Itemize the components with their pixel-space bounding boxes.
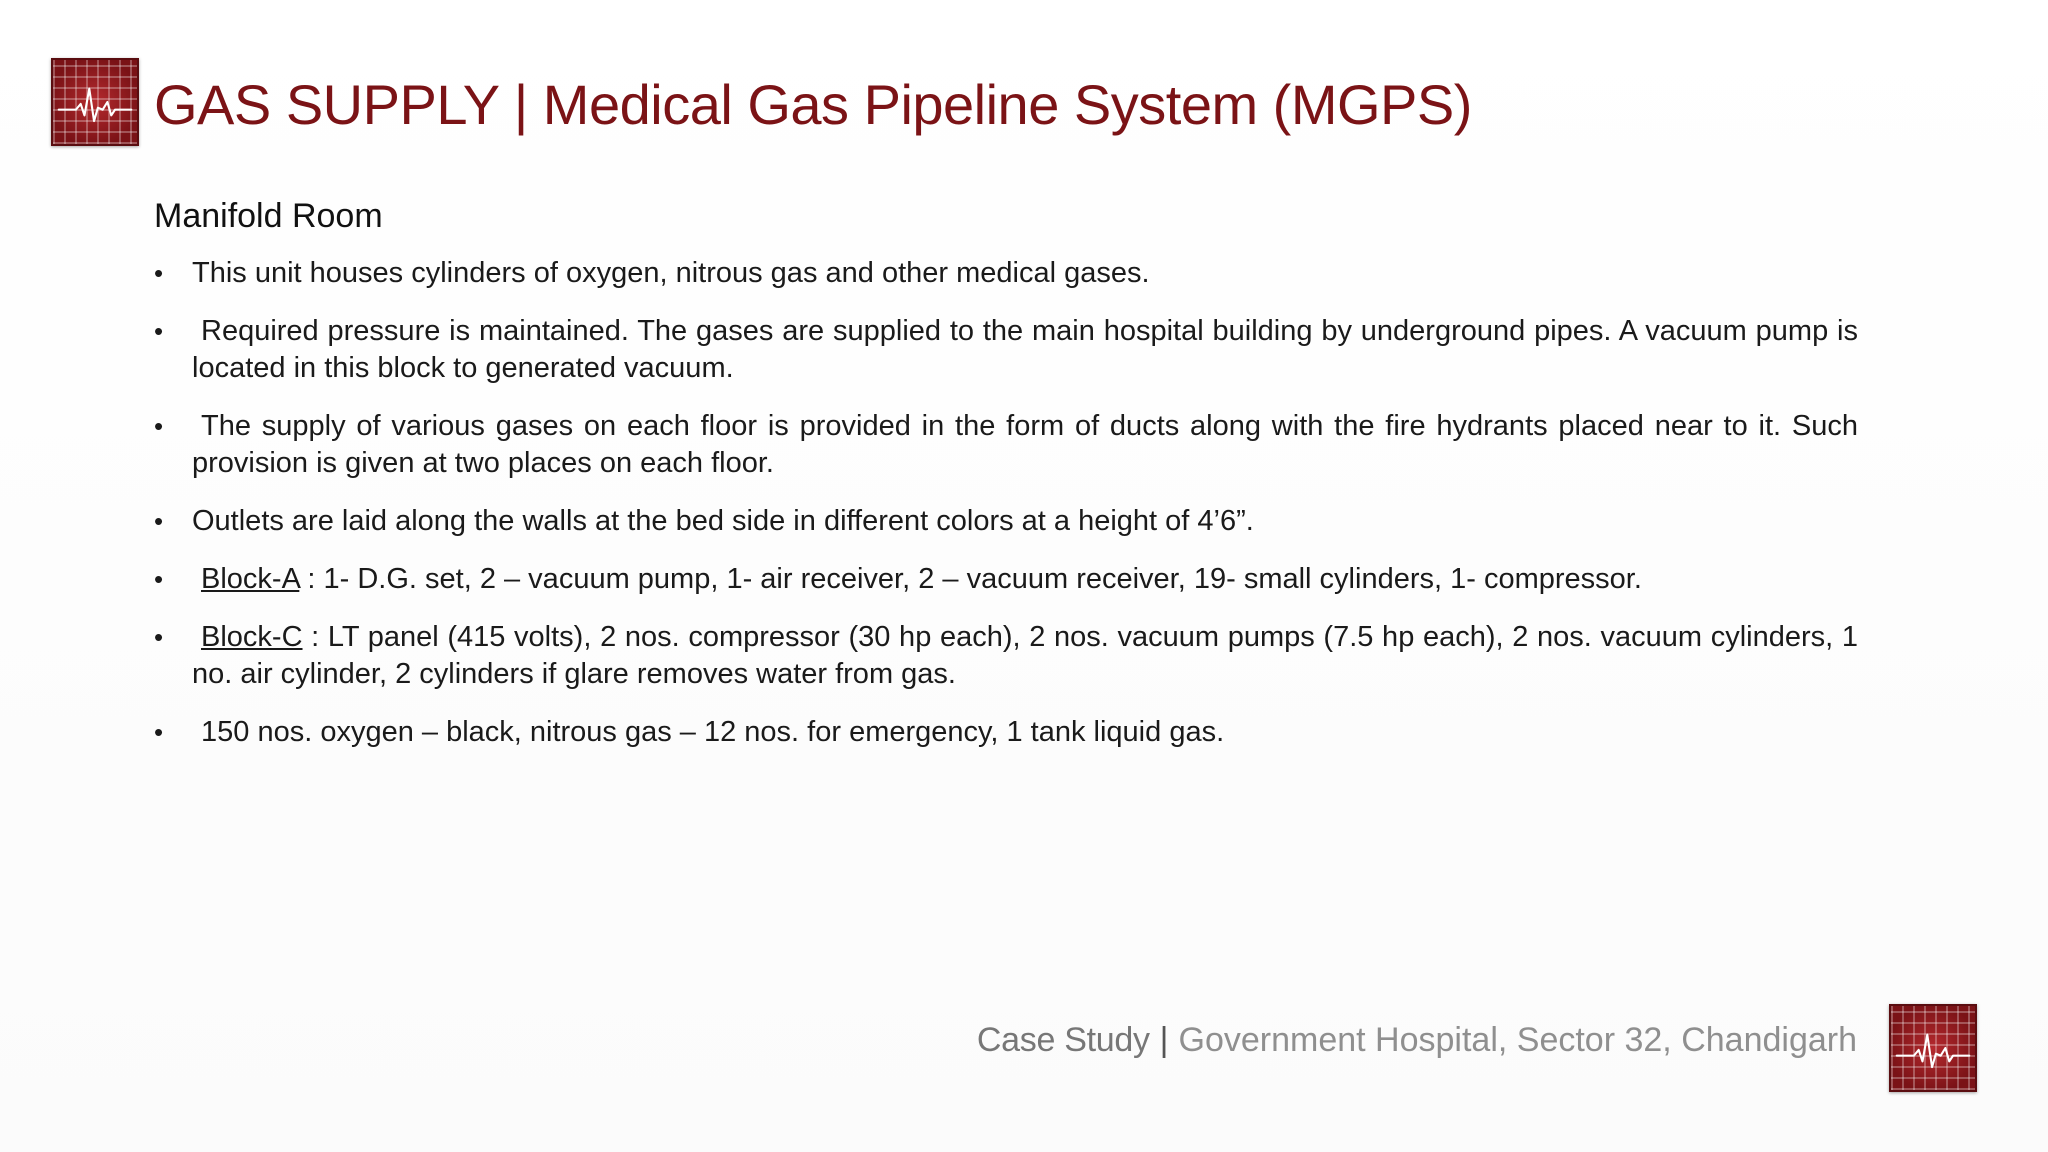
case-study-label: Case Study bbox=[976, 1021, 1150, 1059]
ecg-heartbeat-icon bbox=[51, 58, 139, 146]
ecg-heartbeat-icon bbox=[1889, 1004, 1977, 1092]
bullet-text: : LT panel (415 volts), 2 nos. compressor (30 hp each), 2 nos. vacuum pumps (7.5 hp each), 2 nos. vacuum cylinders, 1 no. air cylinder, 2 cylinders if glare removes water from gas. bbox=[192, 621, 1858, 690]
bullet-icon: • bbox=[154, 622, 164, 652]
bullet-text: 150 nos. oxygen – black, nitrous gas – 12 nos. for emergency, 1 tank liquid gas. bbox=[201, 716, 1225, 748]
list-item bbox=[154, 408, 1858, 482]
list-item bbox=[154, 503, 1858, 540]
block-label: Block-C bbox=[201, 621, 303, 653]
block-label: Block-A bbox=[201, 563, 300, 595]
bullet-icon: • bbox=[154, 411, 164, 441]
section-heading: Manifold Room bbox=[154, 197, 383, 235]
list-item bbox=[154, 313, 1858, 387]
bullet-icon: • bbox=[154, 564, 164, 594]
bullet-text: The supply of various gases on each floor is provided in the form of ducts along with the fire hydrants placed near to it. Such provision is given at two places on each floor. bbox=[192, 410, 1858, 479]
bullet-text: This unit houses cylinders of oxygen, nitrous gas and other medical gases. bbox=[192, 257, 1150, 289]
list-item bbox=[154, 714, 1858, 751]
bullet-text: Outlets are laid along the walls at the bed side in different colors at a height of 4’6”. bbox=[192, 505, 1254, 537]
bullet-icon: • bbox=[154, 717, 164, 747]
footer-separator: | bbox=[1159, 1021, 1169, 1059]
bullet-icon: • bbox=[154, 258, 164, 288]
bullet-icon: • bbox=[154, 316, 164, 346]
bullet-text: : 1- D.G. set, 2 – vacuum pump, 1- air receiver, 2 – vacuum receiver, 19- small cylinders, 1- compressor. bbox=[299, 563, 1642, 595]
footer-location: Government Hospital, Sector 32, Chandigarh bbox=[1178, 1021, 1857, 1059]
slide-title: GAS SUPPLY | Medical Gas Pipeline System (MGPS) bbox=[154, 73, 1472, 136]
footer-caption bbox=[977, 1016, 1857, 1064]
list-item bbox=[154, 255, 1858, 292]
list-item bbox=[154, 619, 1858, 693]
bullet-list bbox=[154, 255, 1858, 772]
bullet-text: Required pressure is maintained. The gases are supplied to the main hospital building by underground pipes. A vacuum pump is located in this block to generated vacuum. bbox=[192, 315, 1858, 384]
bullet-icon: • bbox=[154, 506, 164, 536]
list-item bbox=[154, 561, 1858, 598]
